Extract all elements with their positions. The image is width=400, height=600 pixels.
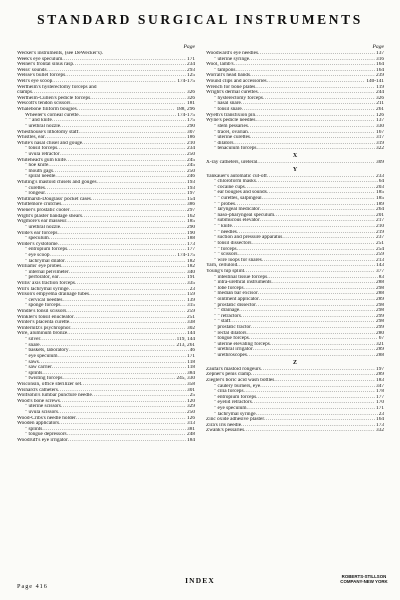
- entry-page-number: 25: [189, 393, 195, 399]
- entry-page-number: 143: [376, 263, 384, 269]
- entry-term: " " and knife: [25, 118, 52, 124]
- entry-term: Wescott's tendon scissors: [17, 101, 71, 107]
- entry-page-number: 170: [376, 400, 384, 406]
- entry-term: Wyeth's transfixion pin: [206, 112, 256, 118]
- entry-page-number: 347: [376, 383, 384, 389]
- entry-page-number: 280: [376, 330, 384, 336]
- entry-term: Wight's plaster bandage shears: [17, 213, 83, 219]
- entry-page-number: 171: [187, 353, 195, 359]
- entry-page-number: 164: [376, 67, 384, 73]
- entry-term: " uterine syringe: [214, 56, 250, 62]
- entry-page-number: 297: [187, 208, 195, 214]
- entry-term: Wisconsin, office sterilizer set: [17, 381, 82, 387]
- entry-page-number: 64: [378, 179, 384, 185]
- entry-page-number: 219: [376, 229, 384, 235]
- index-entry: [206, 428, 384, 434]
- entry-page-number: 326: [187, 90, 195, 96]
- entry-term: " " needles: [214, 229, 237, 235]
- page-column-label: Page: [372, 44, 384, 50]
- entry-page-number: 377: [376, 268, 384, 274]
- entry-page-number: 186: [187, 135, 195, 141]
- entry-page-number: 182: [187, 258, 195, 264]
- entry-term: " urethral irrigator: [214, 347, 253, 353]
- entry-term: Y: [292, 166, 298, 173]
- entry-page-number: 239: [376, 73, 384, 79]
- entry-term: " tampons: [214, 67, 236, 73]
- entry-term: " hoe knife: [25, 163, 49, 169]
- entry-page-number: 290: [187, 224, 195, 230]
- entry-term: " cautery burners, eye: [214, 383, 261, 389]
- entry-term: " splints: [25, 426, 43, 432]
- entry-term: " entropium forceps: [214, 394, 257, 400]
- entry-term: Worrall's head bands: [206, 73, 251, 79]
- entry-term: Whesthouse's lithotomy staff: [17, 129, 79, 135]
- entry-page-number: 299: [376, 325, 384, 331]
- entry-term: Zwank's pessaries: [206, 428, 245, 434]
- entry-term: " tongue forceps: [214, 336, 249, 342]
- entry-page-number: 335: [187, 280, 195, 286]
- entry-page-number: 316: [376, 56, 384, 62]
- entry-term: Wool, lamb's: [206, 62, 234, 68]
- entry-term: " tonsil snare: [214, 107, 242, 113]
- entry-page-number: 217: [376, 218, 384, 224]
- entry-page-number: 234: [187, 146, 195, 152]
- entry-page-number: 246: [187, 174, 195, 180]
- dot-leader: [68, 438, 186, 444]
- entry-term: clamps: [17, 90, 33, 96]
- entry-term: White's nasal chisel and gouge: [17, 140, 83, 146]
- entry-term: " cilia forceps: [214, 389, 244, 395]
- publisher-line: COMPANY-NEW YORK: [340, 579, 388, 584]
- entry-term: Whistles, ear: [17, 135, 45, 141]
- entry-term: Wigmore's ear masseur: [17, 219, 67, 225]
- entry-page-number: 162: [187, 213, 195, 219]
- entry-term: " tongue depressors: [25, 432, 67, 438]
- entry-page-number: 386: [187, 202, 195, 208]
- entry-page-number: 213, 261: [176, 342, 195, 348]
- entry-term: " entropium forceps: [25, 247, 68, 253]
- entry-page-number: 193: [187, 180, 195, 186]
- entry-page-number: 319: [376, 140, 384, 146]
- entry-term: Welsse's bullet forceps: [17, 73, 66, 79]
- entry-term: X: [292, 152, 298, 159]
- entry-page-number: 233: [376, 173, 384, 179]
- entry-page-number: 144: [187, 331, 195, 337]
- entry-page-number: 137: [376, 51, 384, 56]
- entry-term: Wilder's cystotome: [17, 241, 58, 247]
- entry-page-number: 261: [376, 107, 384, 113]
- entry-term: " mouth gags: [25, 168, 54, 174]
- entry-page-number: 244: [376, 90, 384, 96]
- entry-page-number: 125: [187, 73, 195, 79]
- entry-term: " " curettes, salpingeal: [214, 196, 262, 202]
- entry-term: " uterine curettes: [214, 135, 250, 141]
- entry-term: " " retractors: [214, 313, 241, 319]
- entry-page-number: 190: [187, 230, 195, 236]
- entry-page-number: 183: [376, 377, 384, 383]
- entry-term: " saws: [25, 359, 39, 365]
- entry-term: " saw carrier: [25, 365, 52, 371]
- entry-term: Wishard's catheters: [17, 387, 58, 393]
- entry-page-number: 213: [376, 257, 384, 263]
- entry-page-number: 321: [376, 341, 384, 347]
- entry-term: Wright's dermal curettes: [206, 90, 258, 96]
- entry-page-number: 309: [376, 159, 384, 165]
- entry-page-number: 264: [376, 207, 384, 213]
- entry-page-number: 338: [187, 320, 195, 326]
- entry-page-number: 332: [376, 428, 384, 434]
- entry-page-number: 259: [187, 309, 195, 315]
- index-column-left: [17, 44, 195, 444]
- entry-page-number: 191: [187, 275, 195, 281]
- entry-page-number: 245, 330: [176, 376, 195, 382]
- entry-term: Wertheim's hysterectomy forceps and: [17, 84, 97, 90]
- entry-page-number: 119: [376, 84, 384, 90]
- entry-page-number: 197: [376, 366, 384, 372]
- entry-page-number: 329: [187, 404, 195, 410]
- entry-page-number: 177: [187, 247, 195, 253]
- entry-page-number: 201: [376, 212, 384, 218]
- entry-term: Wood-Cribs's needle holder: [17, 415, 76, 421]
- entry-page-number: 173: [187, 241, 195, 247]
- entry-page-number: 299: [376, 313, 384, 319]
- entry-term: Zepner's penis clamp: [206, 372, 251, 378]
- entry-term: Wylie's pedicle needles: [206, 118, 256, 124]
- entry-term: " lachrymal dilator: [25, 258, 65, 264]
- entry-page-number: 137: [376, 118, 384, 124]
- entry-term: Whiting's mastoid chisels and gouges: [17, 180, 97, 186]
- entry-term: " " staff: [214, 319, 231, 325]
- entry-term: Winkler's tonsil enucleator: [17, 314, 74, 320]
- entry-page-number: 211: [376, 101, 384, 107]
- entry-term: Will's lachrymal syringe: [17, 286, 69, 292]
- entry-term: Well's eye scoop: [17, 79, 53, 85]
- entry-term: " uterine elevating forceps: [214, 341, 270, 347]
- entry-term: " baskets, laboratory: [25, 348, 69, 354]
- entry-term: " suction and pressure apparatus: [214, 235, 283, 241]
- entry-page-number: 251: [187, 314, 195, 320]
- entry-term: " " knife: [214, 224, 232, 230]
- entry-term: " " scissors: [214, 252, 238, 258]
- entry-term: Weiss' sounds: [17, 67, 47, 73]
- entry-page-number: 313: [187, 421, 195, 427]
- entry-term: " sponge forceps: [25, 303, 61, 309]
- entry-term: " splints: [25, 370, 43, 376]
- entry-page-number: 326: [187, 95, 195, 101]
- entry-term: " uterine scissors: [25, 404, 61, 410]
- entry-page-number: 119, 144: [176, 337, 195, 343]
- entry-term: Whitehead's gum knife: [17, 157, 66, 163]
- entry-page-number: 120: [187, 398, 195, 404]
- entry-page-number: 245: [187, 163, 195, 169]
- entry-term: " ointment applicator: [214, 296, 259, 302]
- entry-page-number: 118: [187, 359, 195, 365]
- entry-term: Whalebone filiform bougies: [17, 107, 77, 113]
- entry-page-number: 83: [378, 274, 384, 280]
- publisher-line: ROBERTS-STILLSON: [341, 574, 387, 579]
- entry-term: " snare: [25, 342, 40, 348]
- index-entry: [17, 438, 195, 444]
- entry-term: " " drainage: [214, 308, 240, 314]
- entry-page-number: 173: [376, 422, 384, 428]
- entry-term: Z: [292, 359, 297, 366]
- page-number: Page 416: [17, 583, 48, 590]
- entry-page-number: 289: [376, 347, 384, 353]
- entry-term: " naso-pharyngeal speculum: [214, 212, 275, 218]
- entry-page-number: 288: [376, 291, 384, 297]
- entry-page-number: 193: [187, 185, 195, 191]
- entry-term: " uvula scissors: [25, 410, 59, 415]
- entry-page-number: 171: [187, 56, 195, 62]
- entry-term: " lachrymal syringe: [214, 411, 256, 417]
- entry-term: " rongeur: [25, 191, 45, 197]
- entry-term: " perforator, ear: [25, 275, 59, 281]
- entry-page-number: 203: [376, 184, 384, 190]
- entry-page-number: 126: [376, 112, 384, 118]
- entry-term: Wilson's empyema drainage tubes: [17, 292, 90, 298]
- entry-term: " intestinal tissue forceps: [214, 274, 268, 280]
- entry-term: Yankauer's automatic cut-off: [206, 173, 267, 179]
- entry-page-number: 289: [376, 372, 384, 378]
- entry-page-number: 288: [376, 353, 384, 359]
- entry-term: Willis' axis traction forceps: [17, 280, 75, 286]
- entry-page-number: 188: [187, 236, 195, 242]
- entry-page-number: 251: [376, 240, 384, 246]
- entry-page-number: 167: [376, 129, 384, 135]
- entry-term: " intra-urethral instruments: [214, 280, 272, 286]
- entry-page-number: 197: [187, 191, 195, 197]
- index-entries-right: [206, 51, 384, 434]
- entry-term: " stem pessaries: [214, 123, 248, 129]
- entry-term: Wood's bone screws: [17, 398, 60, 404]
- entry-page-number: 317: [376, 135, 384, 141]
- entry-page-number: 178: [376, 389, 384, 395]
- entry-page-number: 290: [187, 123, 195, 129]
- entry-page-number: 188, 296: [176, 107, 195, 113]
- entry-term: Weiner's frontal sinus rasp: [17, 62, 73, 68]
- entry-term: X-ray catheters, ureteral: [206, 159, 258, 165]
- entry-term: Ziegler's boric acid wash bottles: [206, 377, 275, 383]
- entry-term: " cocaine cups: [214, 184, 245, 190]
- entry-page-number: 326: [376, 95, 384, 101]
- entry-page-number: 174-175: [177, 112, 195, 118]
- entry-term: " laryngeal medicator: [214, 207, 260, 213]
- entry-page-number: 302: [187, 325, 195, 331]
- publisher-imprint: [336, 574, 392, 584]
- dot-leader: [257, 160, 375, 166]
- entry-term: " twisting forceps: [25, 376, 63, 382]
- entry-term: " median bar excisor: [214, 291, 258, 297]
- entry-page-number: 46: [189, 348, 195, 354]
- entry-term: " internal pelvimeter: [25, 269, 69, 275]
- entry-page-number: 358: [187, 381, 195, 387]
- entry-term: " curettes: [25, 185, 45, 191]
- entry-term: " eye speculum: [214, 405, 247, 411]
- page-header-title: STANDARD SURGICAL INSTRUMENTS: [37, 12, 363, 27]
- entry-term: " tonsil forceps: [25, 146, 58, 152]
- entry-term: " hysterectomy forceps: [214, 95, 263, 101]
- entry-page-number: 293: [187, 67, 195, 73]
- entry-term: Wooden applicators: [17, 421, 60, 427]
- entry-page-number: 307: [187, 129, 195, 135]
- entry-term: Yarn, celluloid: [206, 263, 238, 269]
- entry-page-number: 330: [376, 123, 384, 129]
- entry-term: " lobe forceps: [214, 285, 244, 291]
- entry-page-number: 289: [376, 296, 384, 302]
- entry-term: Windle's tonsil scissors: [17, 309, 67, 315]
- entry-page-number: 237: [376, 235, 384, 241]
- entry-term: " rectal dilators: [214, 330, 247, 336]
- entry-page-number: 118: [187, 365, 195, 371]
- letter-section-heading: [206, 152, 384, 160]
- entry-term: Wecker's instruments, (see DeWecker's).: [17, 51, 103, 56]
- entry-page-number: 171: [376, 405, 384, 411]
- entry-term: " uvula retractor: [25, 151, 60, 157]
- entry-page-number: 298: [376, 308, 384, 314]
- entry-term: " wire loops for snares: [214, 257, 262, 263]
- entry-page-number: 139: [187, 297, 195, 303]
- entry-term: " dilators: [214, 140, 234, 146]
- entry-term: Wiener's prostatic cooler: [17, 208, 70, 214]
- dot-leader: [256, 146, 375, 152]
- entry-page-number: 177: [376, 394, 384, 400]
- entry-term: Zaufal's mastoid rongeurs: [206, 366, 261, 372]
- entry-term: " submucous elevator: [214, 218, 260, 224]
- entry-page-number: 185: [187, 219, 195, 225]
- entry-term: " chloroform masks: [214, 179, 256, 185]
- entry-term: Wheeler's corneal curette: [25, 112, 79, 118]
- entry-page-number: 288: [376, 280, 384, 286]
- entry-page-number: 250: [187, 168, 195, 174]
- entry-page-number: 154: [187, 196, 195, 202]
- entry-term: Woodruff's eye irrigator: [17, 438, 68, 444]
- entry-page-number: 301: [187, 387, 195, 393]
- entry-term: " eye scoop: [25, 252, 50, 258]
- entry-page-number: 182: [187, 264, 195, 270]
- entry-term: " eye speculum: [25, 353, 58, 359]
- entry-page-number: 250: [187, 151, 195, 157]
- entry-page-number: 259: [376, 252, 384, 258]
- entry-page-number: 164: [376, 62, 384, 68]
- entry-page-number: 185: [376, 196, 384, 202]
- entry-page-number: 174-175: [177, 252, 195, 258]
- entry-term: " urethral nozzle: [25, 224, 61, 230]
- entry-page-number: 67: [378, 336, 384, 342]
- entry-term: " " forceps: [214, 246, 237, 252]
- entry-term: " tracel, ovarian: [214, 129, 248, 135]
- entry-page-number: 175: [187, 118, 195, 124]
- entry-page-number: 381: [187, 426, 195, 432]
- entry-page-number: 322: [376, 146, 384, 152]
- entry-page-number: 254: [376, 246, 384, 252]
- entry-term: " urethroscopes: [214, 353, 247, 359]
- entry-page-number: 340: [187, 269, 195, 275]
- entry-page-number: 250: [187, 410, 195, 415]
- letter-section-heading: [206, 166, 384, 174]
- entry-page-number: 298: [376, 319, 384, 325]
- entry-term: " tonsil dissectors: [214, 240, 252, 246]
- entry-term: " spiral needle: [25, 174, 56, 180]
- entry-term: Wrench for bone plates: [206, 84, 256, 90]
- entry-term: Wire, aluminum bronze: [17, 331, 68, 337]
- entry-term: " prostatic tractor: [214, 325, 251, 331]
- entry-page-number: 248: [187, 432, 195, 438]
- index-column-right: [206, 44, 384, 434]
- entry-term: Wertheim-Cullen's pedicle forceps: [17, 95, 91, 101]
- entry-term: Wilde's ear forceps: [17, 230, 58, 236]
- entry-page-number: 23: [378, 411, 384, 417]
- entry-term: " cervical needles: [25, 297, 63, 303]
- entry-term: Wound clips and accessories: [206, 79, 267, 85]
- entry-term: Woodward's eye needles: [206, 51, 259, 56]
- entry-term: Williams' eye probes: [17, 264, 62, 270]
- entry-term: Whittemore crutches: [17, 202, 62, 208]
- footer-index-label: INDEX: [185, 576, 215, 585]
- entry-term: " nasal snare: [214, 101, 241, 107]
- entry-page-number: 126: [187, 415, 195, 421]
- entry-term: " prostatic dissector: [214, 302, 256, 308]
- entry-page-number: 298: [376, 302, 384, 308]
- entry-page-number: 384: [187, 370, 195, 376]
- entry-page-number: 185: [376, 190, 384, 196]
- entry-term: Zira's iris needle: [206, 422, 242, 428]
- index-entries-left: [17, 51, 195, 444]
- dot-leader: [244, 428, 375, 434]
- entry-page-number: 184: [187, 438, 195, 444]
- entry-page-number: 164: [376, 417, 384, 423]
- entry-page-number: 298: [376, 285, 384, 291]
- dot-leader: [247, 353, 375, 359]
- entry-page-number: 234: [187, 62, 195, 68]
- entry-term: " silver: [25, 337, 41, 343]
- entry-term: " " probes: [214, 201, 236, 207]
- entry-term: Week's eye speculum: [17, 56, 63, 62]
- entry-page-number: 245: [187, 157, 195, 163]
- page-column-label: Page: [183, 44, 195, 50]
- entry-page-number: 210: [376, 224, 384, 230]
- entry-term: " urethral nozzle: [25, 123, 61, 129]
- entry-term: Whitmarsh-Douglass' pocket cases: [17, 196, 91, 202]
- entry-term: Young's hip splint: [206, 268, 245, 274]
- entry-term: " ear bougies and sounds: [214, 190, 267, 196]
- entry-page-number: 23: [189, 286, 195, 292]
- entry-term: Wolfsohn's lumbar puncture needle: [17, 393, 92, 399]
- entry-term: " tenaculum forceps: [214, 146, 257, 152]
- entry-page-number: 174-175: [177, 79, 195, 85]
- entry-page-number: 140-141: [366, 79, 384, 85]
- entry-term: " speculum: [25, 236, 49, 242]
- entry-term: Zinc oxide adhesive plaster: [206, 417, 265, 423]
- entry-term: " eyelid retractors: [214, 400, 252, 406]
- entry-page-number: 210: [187, 140, 195, 146]
- entry-term: Winternitz's psychrophor: [17, 325, 71, 331]
- entry-page-number: 159: [187, 292, 195, 298]
- entry-term: Winter's placenta curette: [17, 320, 70, 326]
- letter-section-heading: [206, 359, 384, 367]
- entry-page-number: 181: [187, 101, 195, 107]
- entry-page-number: 189: [376, 201, 384, 207]
- entry-page-number: 315: [187, 303, 195, 309]
